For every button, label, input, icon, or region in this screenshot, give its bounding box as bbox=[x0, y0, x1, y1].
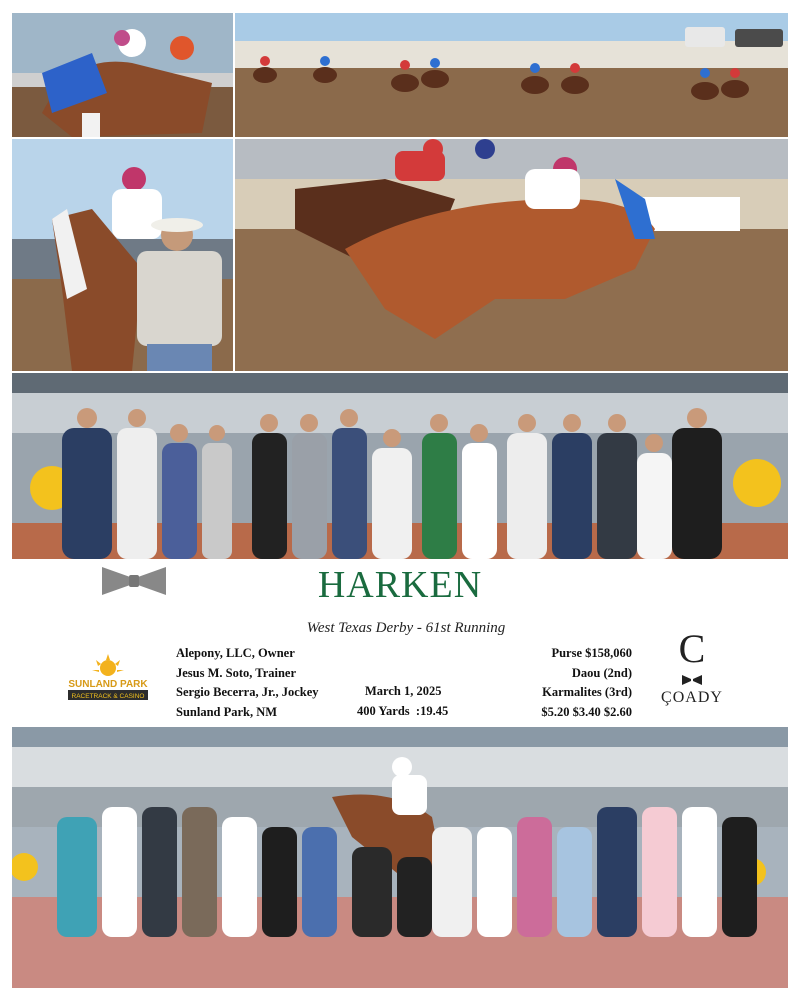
sunland-park-logo-text: SUNLAND PARK bbox=[68, 679, 148, 690]
photo-race-wide bbox=[235, 13, 788, 137]
photo-jockey-trainer bbox=[12, 139, 233, 371]
connections-block bbox=[176, 644, 319, 722]
sunland-park-logo-subtext: RACETRACK & CASINO bbox=[71, 693, 145, 700]
race-details-block bbox=[357, 682, 448, 721]
owner-text: Alepony, LLC, Owner bbox=[176, 646, 295, 660]
payouts-text: $5.20 $3.40 $2.60 bbox=[541, 704, 632, 719]
race-title: West Texas Derby - 61st Running bbox=[306, 620, 506, 636]
sunland-park-logo bbox=[60, 654, 156, 702]
trainer-text: Jesus M. Soto, Trainer bbox=[176, 665, 297, 680]
coady-wordmark: ÇOADY bbox=[661, 689, 723, 706]
third-place: Karmalites (3rd) bbox=[542, 685, 632, 699]
photo-winners-circle-2 bbox=[12, 727, 788, 988]
second-place: Daou (2nd) bbox=[571, 665, 632, 680]
purse-text: Purse $158,060 bbox=[551, 646, 632, 660]
coady-initial: C bbox=[678, 626, 706, 671]
photo-winners-circle-1 bbox=[12, 373, 788, 559]
photo-finish-action bbox=[235, 139, 788, 371]
coady-bowtie-icon bbox=[682, 675, 702, 685]
distance-time: 400 Yards :19.45 bbox=[357, 703, 449, 718]
location-text: Sunland Park, NM bbox=[176, 704, 278, 719]
horse-name: HARKEN bbox=[317, 564, 483, 606]
results-block bbox=[541, 644, 632, 722]
race-date: March 1, 2025 bbox=[365, 684, 442, 698]
coady-logo bbox=[652, 628, 732, 714]
jockey-text: Sergio Becerra, Jr., Jockey bbox=[176, 685, 319, 699]
photo-finish-closeup bbox=[12, 13, 233, 137]
